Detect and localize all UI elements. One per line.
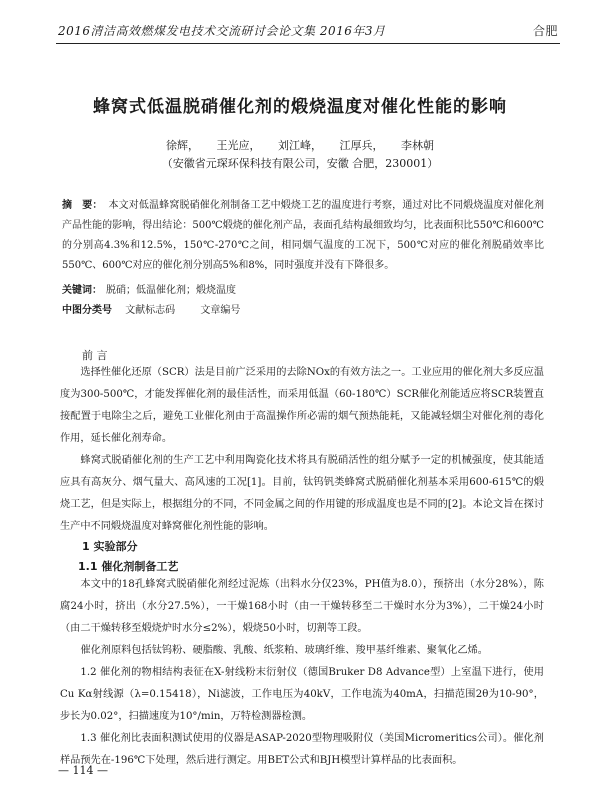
affiliation: （安徽省元琛环保科技有限公司，安徽 合肥，230001） bbox=[161, 157, 439, 170]
keywords-label: 关键词： bbox=[62, 285, 102, 296]
abstract-text: 本文对低温蜂窝脱硝催化剂制备工艺中煅烧工艺的温度进行考察，通过对比不同煅烧温度对催化剂产品性能的影响，得出结论：500℃煅烧的催化剂产品，表面孔结构最细致均匀，比表面积比550℃和600℃的分别高4.3%和12.5%，150℃-270℃之间，相同烟气温度的工况下，500℃对应的催化剂脱硝效率比550℃、600℃对应的催化剂分别高5%和8%，同时强度并没有下降很多。 bbox=[62, 200, 545, 271]
paragraph-materials: 催化剂原料包括钛钨粉、硬脂酸、乳酸、纸浆粕、玻璃纤维、羧甲基纤维素、聚氧化乙烯。 bbox=[80, 645, 488, 656]
paragraph-intro-1: 选择性催化还原（SCR）法是目前广泛采用的去除NOx的有效方法之一。工业应用的催化剂大多反应温度为300-500℃，才能发挥催化剂的最佳活性，而采用低温（60-180℃）SCR催化剂能适应将SCR装置直接配置于电除尘之后，避免工业催化剂由于高温操作所必需的烟气预热能耗，又能减轻烟尘对催化剂的毒化作用，延长催化剂寿命。 bbox=[60, 367, 544, 444]
section-catalyst-preparation: 1.1 催化剂制备工艺 bbox=[78, 560, 179, 573]
header-conference: 2016清洁高效燃煤发电技术交流研讨会论文集 2016年3月 bbox=[58, 24, 386, 38]
page-number: — 114 — bbox=[58, 764, 108, 777]
paragraph-bet: 1.3 催化剂比表面积测试使用的仪器是ASAP-2020型物理吸附仪（美国Micromeritics公司）。催化剂样品预先在-196℃下处理，然后进行测定。用BET公式和BJH模型计算样品的比表面积。 bbox=[60, 733, 544, 766]
paper-title: 蜂窝式低温脱硝催化剂的煅烧温度对催化性能的影响 bbox=[93, 97, 507, 117]
author-list: 徐辉， 王光应， 刘江峰， 江厚兵， 李林朝 bbox=[166, 139, 434, 152]
keywords bbox=[62, 281, 236, 296]
paragraph-preparation: 本文中的18孔蜂窝式脱硝催化剂经过泥炼（出料水分仅23%，PH值为8.0），预挤出（水分28%），陈腐24小时，挤出（水分27.5%），一干燥168小时（由一干燥转移至二干燥时水分为3%），二干燥24小时（由二干燥转移至煅烧炉时水分≤2%），煅烧50小时，切割等工段。 bbox=[60, 579, 544, 634]
header-location: 合肥 bbox=[532, 24, 558, 38]
document-code-label: 文献标志码 bbox=[125, 305, 176, 316]
article-number-label: 文章编号 bbox=[200, 305, 241, 316]
classification-line bbox=[62, 301, 262, 316]
classification-label: 中图分类号 bbox=[62, 305, 112, 316]
paragraph-xrd: 1.2 催化剂的物相结构表征在X-射线粉末衍射仪（德国Bruker D8 Advance型）上室温下进行，使用Cu Kα射线源（λ=0.15418），Ni滤波，工作电压为40kV，工作电流为40mA，扫描范围2θ为10-90°，步长为0.02°，扫描速度为10°/min，万特检测器检测。 bbox=[60, 667, 544, 722]
abstract bbox=[62, 196, 544, 276]
header-divider bbox=[56, 43, 560, 44]
keywords-text: 脱硝；低温催化剂；煅烧温度 bbox=[106, 285, 236, 296]
paragraph-intro-2: 蜂窝式脱硝催化剂的生产工艺中利用陶瓷化技术将具有脱硝活性的组分赋予一定的机械强度，使其能适应具有高灰分、烟气量大、高风速的工况[1]。目前，钛钨钒类蜂窝式脱硝催化剂基本采用600-615℃的煅烧工艺，但是实际上，根据组分的不同，不同金属之间的作用键的形成温度也是不同的[2]。本论文旨在探讨生产中不同煅烧温度对蜂窝催化剂性能的影响。 bbox=[60, 455, 544, 532]
section-preface: 前 言 bbox=[82, 349, 108, 362]
running-header bbox=[58, 22, 558, 42]
section-experimental: 1 实验部分 bbox=[82, 540, 138, 553]
abstract-label: 摘 要： bbox=[62, 200, 103, 211]
